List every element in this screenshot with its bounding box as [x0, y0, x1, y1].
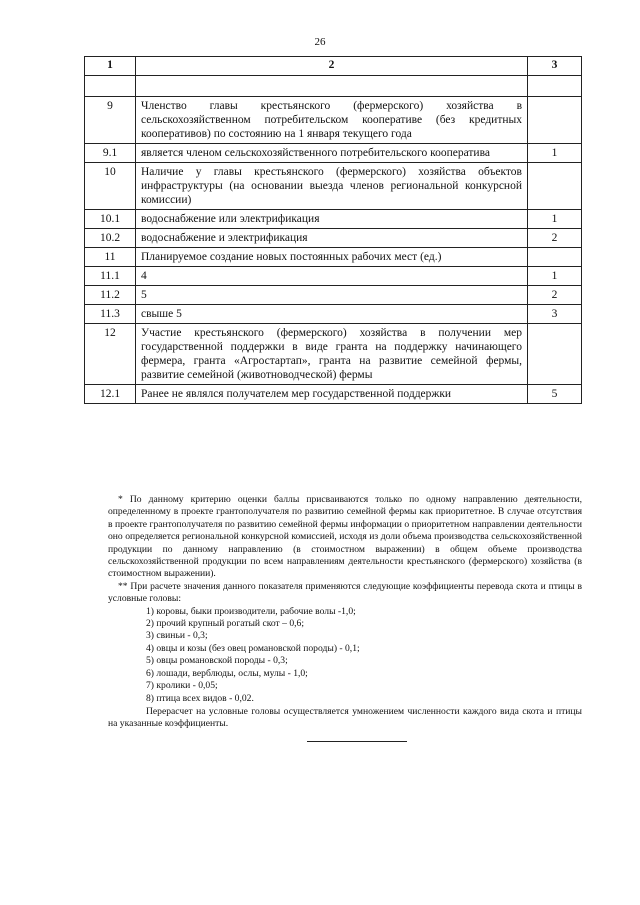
row-criterion: Ранее не являлся получателем мер государственной поддержки: [136, 385, 528, 404]
row-points: 5: [528, 385, 582, 404]
header-col-3: 3: [528, 57, 582, 76]
coefficient-item: 8) птица всех видов - 0,02.: [146, 692, 254, 704]
table-row: [85, 163, 582, 210]
row-criterion: Участие крестьянского (фермерского) хозяйства в получении мер государственной поддержки в виде гранта на поддержку начинающего фермера, гранта «Агростартап», гранта на развитие семейной фермы, развитие семейной (животноводческой) фермы: [136, 324, 528, 385]
recalculation-note: Перерасчет на условные головы осуществляется умножением численности каждого вида скота и птицы на указанные коэффициенты.: [108, 705, 582, 730]
row-number: 12.1: [85, 385, 136, 404]
row-points: [528, 163, 582, 210]
row-number: 10: [85, 163, 136, 210]
coefficient-item: 3) свиньи - 0,3;: [146, 630, 208, 642]
row-criterion: 4: [136, 267, 528, 286]
table-row: [85, 385, 582, 404]
row-number: 11.2: [85, 286, 136, 305]
empty-cell: [528, 76, 582, 97]
page-number: 26: [314, 36, 326, 48]
table-row: [85, 210, 582, 229]
row-points: 1: [528, 210, 582, 229]
row-criterion: 5: [136, 286, 528, 305]
row-number: 10.1: [85, 210, 136, 229]
table-row-empty: [85, 76, 582, 97]
table-row: [85, 267, 582, 286]
row-points: 1: [528, 144, 582, 163]
row-criterion: является членом сельскохозяйственного потребительского кооператива: [136, 144, 528, 163]
coefficient-list: [108, 606, 582, 705]
coefficient-item: 1) коровы, быки производители, рабочие волы -1,0;: [146, 605, 356, 617]
empty-cell: [85, 76, 136, 97]
row-number: 11: [85, 248, 136, 267]
table-row: [85, 286, 582, 305]
row-criterion: свыше 5: [136, 305, 528, 324]
table-row: [85, 229, 582, 248]
row-points: 2: [528, 229, 582, 248]
coefficient-item: 6) лошади, верблюды, ослы, мулы - 1,0;: [146, 667, 308, 679]
row-number: 10.2: [85, 229, 136, 248]
row-number: 11.1: [85, 267, 136, 286]
table-row: [85, 97, 582, 144]
table-header-row: [85, 57, 582, 76]
row-points: [528, 97, 582, 144]
row-number: 11.3: [85, 305, 136, 324]
footnote-1: * По данному критерию оценки баллы присваиваются только по одному направлению деятельности, определенному в проекте грантополучателя по развитию семейной фермы как приоритетное. В случае отсутствия в проекте грантополучателя по развитию семейной фермы информации о приоритетном направлении деятельности оно определяется региональной конкурсной комиссией, исходя из доли объема производства сельскохозяйственной продукции по данному направлению (в стоимостном выражении) в общем объеме производства сельскохозяйственной продукции по всем направлениям деятельности крестьянского (фермерского) хозяйства (в стоимостном выражении).: [108, 494, 582, 580]
row-criterion: Планируемое создание новых постоянных рабочих мест (ед.): [136, 248, 528, 267]
coefficient-item: 2) прочий крупный рогатый скот – 0,6;: [146, 618, 304, 630]
criteria-table: [84, 56, 582, 404]
row-points: 1: [528, 267, 582, 286]
row-criterion: водоснабжение и электрификация: [136, 229, 528, 248]
table-row: [85, 324, 582, 385]
row-points: [528, 324, 582, 385]
row-points: [528, 248, 582, 267]
empty-cell: [136, 76, 528, 97]
row-number: 9.1: [85, 144, 136, 163]
coefficient-item: 7) кролики - 0,05;: [146, 680, 218, 692]
row-criterion: Членство главы крестьянского (фермерского) хозяйства в сельскохозяйственном потребительском кооперативе (без кредитных кооперативов) по состоянию на 1 января текущего года: [136, 97, 528, 144]
footnotes: [108, 494, 582, 731]
coefficient-item: 4) овцы и козы (без овец романовской породы) - 0,1;: [146, 642, 360, 654]
row-points: 3: [528, 305, 582, 324]
row-points: 2: [528, 286, 582, 305]
row-criterion: Наличие у главы крестьянского (фермерского) хозяйства объектов инфраструктуры (на основании выезда членов региональной конкурсной комиссии): [136, 163, 528, 210]
table-row: [85, 305, 582, 324]
coefficient-item: 5) овцы романовской породы - 0,3;: [146, 655, 288, 667]
row-number: 9: [85, 97, 136, 144]
footnote-2: ** При расчете значения данного показателя применяются следующие коэффициенты перевода скота и птицы в условные головы:: [108, 580, 582, 605]
header-col-1: 1: [85, 57, 136, 76]
row-number: 12: [85, 324, 136, 385]
row-criterion: водоснабжение или электрификация: [136, 210, 528, 229]
table-row: [85, 144, 582, 163]
table-row: [85, 248, 582, 267]
header-col-2: 2: [136, 57, 528, 76]
end-divider: [307, 741, 407, 742]
